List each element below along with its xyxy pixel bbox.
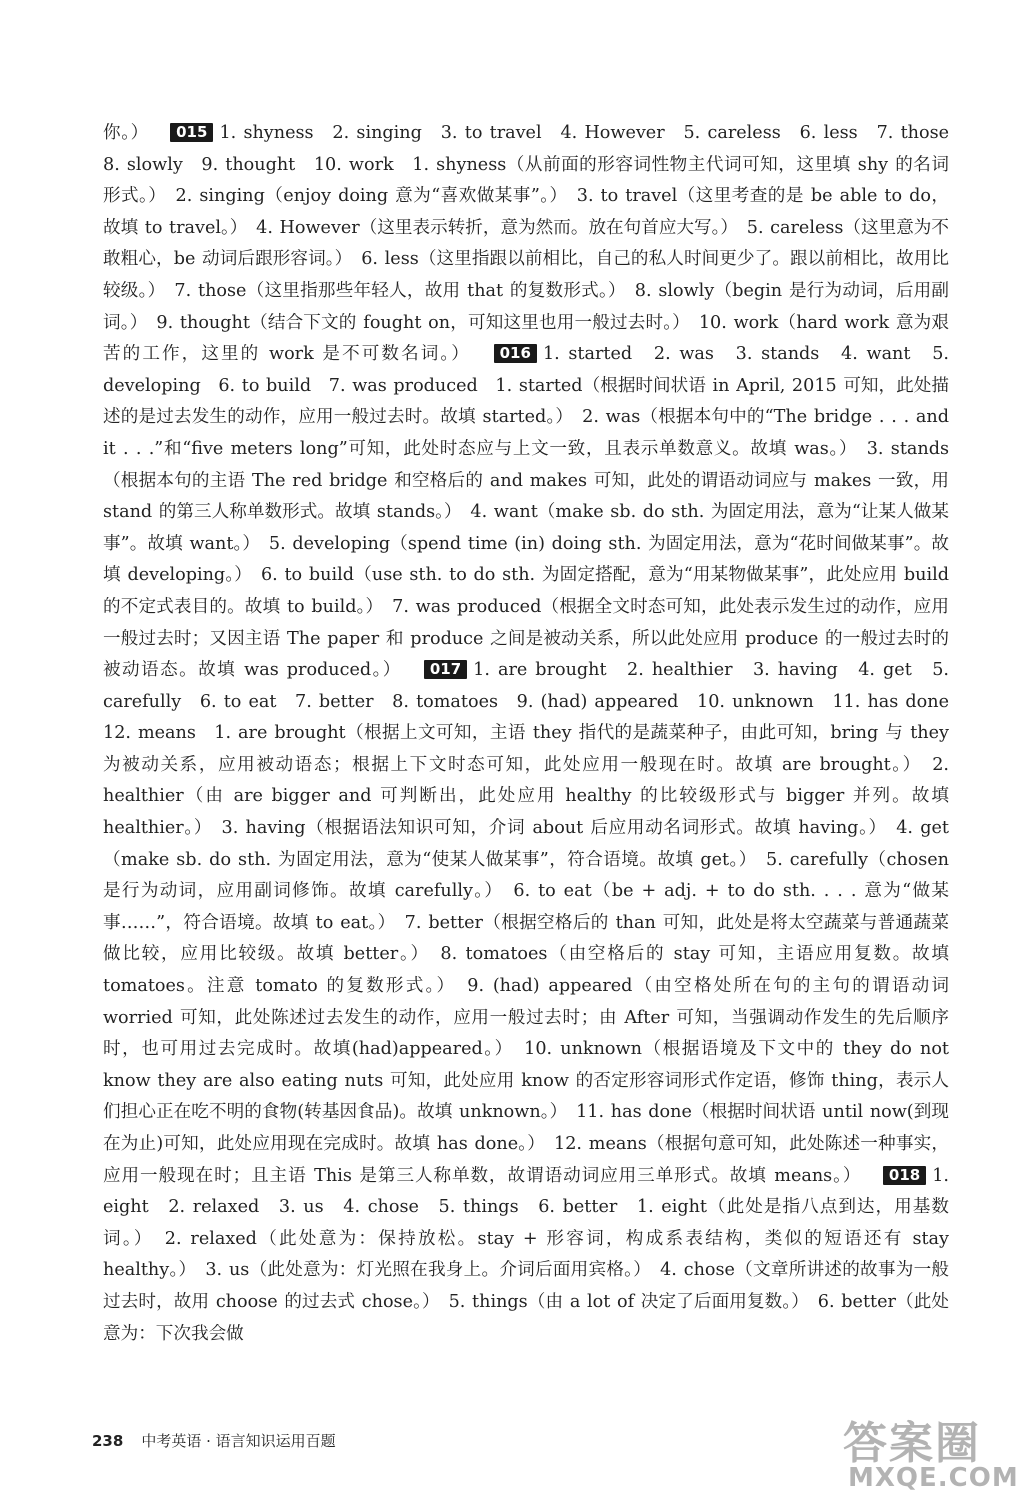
watermark-bottom-text: MXQE.COM: [848, 1463, 1019, 1493]
section-text: 你。）: [103, 123, 149, 143]
answer-section-017: [103, 660, 967, 1186]
answer-text-body: [103, 118, 967, 1350]
section-text: 1. shyness 2. singing 3. to travel 4. However 5. careless 6. less 7. those 8. slowly 9. thought 10. work 1. shyness（从前面的形容词性物主代词可知，这里填 shy 的名词形式。） 2. singing（enjoy doing 意为“喜欢做某事”。） 3. to travel（这里考查的是 be able to do，故填 to travel。） 4. However（这里表示转折，意为然而。放在句首应大写。） 5. careless（这里意为不敢粗心，be 动词后跟形容词。） 6. less（这里指跟以前相比，自己的私人时间更少了。跟以前相比，故用比较级。） 7. those（这里指那些年轻人，故用 that 的复数形式。） 8. slowly（begin 是行为动词，后用副词。） 9. thought（结合下文的 fought on，可知这里也用一般过去时。） 10. work（hard work 意为艰苦的工作，这里的 work 是不可数名词。）: [103, 123, 967, 365]
watermark-top-text: 答案圈: [843, 1418, 981, 1469]
question-number-badge: 018: [883, 1166, 926, 1185]
question-number-badge: 015: [170, 123, 213, 142]
answer-section-015: [103, 123, 967, 364]
section-text: 1. started 2. was 3. stands 4. want 5. developing 6. to build 7. was produced 1. started（根据时间状语 in April, 2015 可知，此处描述的是过去发生的动作，应用一般过去时。故填 started。） 2. was（根据本句中的“The bridge . . . and it . . .”和“five meters long”可知，此处时态应与上文一致，且表示单数意义。故填 was。） 3. stands（根据本句的主语 The red bridge 和空格后的 and makes 可知，此处的谓语动词应与 makes 一致，用 stand 的第三人称单数形式。故填 stands。） 4. want（make sb. do sth. 为固定用法，意为“让某人做某事”。故填 want。） 5. developing（spend time (in) doing sth. 为固定用法，意为“花时间做某事”。故填 developing。） 6. to build（use sth. to do sth. 为固定搭配，意为“用某物做某事”，此处应用 build 的不定式表目的。故填 to build。） 7. was produced（根据全文时态可知，此处表示发生过的动作，应用一般过去时；又因主语 The paper 和 produce 之间是被动关系，所以此处应用 produce 的一般过去时的被动语态。故填 was produced。）: [103, 344, 949, 681]
book-title: 中考英语 · 语言知识运用百题: [141, 1432, 336, 1450]
watermark-logo: [798, 1407, 1019, 1502]
section-text: 1. are brought 2. healthier 3. having 4. get 5. carefully 6. to eat 7. better 8. tomatoes 9. (had) appeared 10. unknown 11. has done 12. means 1. are brought（根据上文可知，主语 they 指代的是蔬菜种子，由此可知，bring 与 they 为被动关系，应用被动语态；根据上下文时态可知，此处应用一般现在时。故填 are brought。） 2. healthier（由 are bigger and 可判断出，此处应用 healthy 的比较级形式与 bigger 并列。故填 healthier。） 3. having（根据语法知识可知，介词 about 后应用动名词形式。故填 having。） 4. get（make sb. do sth. 为固定用法，意为“使某人做某事”，符合语境。故填 get。） 5. carefully（chosen 是行为动词，应用副词修饰。故填 carefully。） 6. to eat（be + adj. + to do sth. . . . 意为“做某事……”，符合语境。故填 to eat。） 7. better（根据空格后的 than 可知，此处是将太空蔬菜与普通蔬菜做比较，应用比较级。故填 better。） 8. tomatoes（由空格后的 stay 可知，主语应用复数。故填 tomatoes。注意 tomato 的复数形式。） 9. (had) appeared（由空格处所在句的主句的谓语动词 worried 可知，此处陈述过去发生的动作，应用一般过去时；由 After 可知，当强调动作发生的先后顺序时，也可用过去完成时。故填(had)appeared。） 10. unknown（根据语境及下文中的 they do not know they are also eating nuts 可知，此处应用 know 的否定形容词形式作定语，修饰 thing，表示人们担心正在吃不明的食物(转基因食品)。故填 unknown。） 11. has done（根据时间状语 until now(到现在为止)可知，此处应用现在完成时。故填 has done。） 12. means（根据句意可知，此处陈述一种事实，应用一般现在时；且主语 This 是第三人称单数，故谓语动词应用三单形式。故填 means。）: [103, 660, 967, 1186]
question-number-badge: 016: [494, 344, 537, 363]
answer-section-016: [103, 344, 949, 680]
answer-section-018: [103, 1166, 949, 1344]
answer-section-intro: [103, 123, 156, 143]
section-text: 1. eight 2. relaxed 3. us 4. chose 5. things 6. better 1. eight（此处是指八点到达，用基数词。） 2. relaxed（此处意为：保持放松。stay + 形容词，构成系表结构，类似的短语还有 stay healthy。） 3. us（此处意为：灯光照在我身上。介词后面用宾格。） 4. chose（文章所讲述的故事为一般过去时，故用 choose 的过去式 chose。） 5. things（由 a lot of 决定了后面用复数。） 6. better（此处意为：下次我会做: [103, 1165, 949, 1344]
page-number: 238: [92, 1432, 124, 1450]
question-number-badge: 017: [424, 660, 467, 679]
page-footer: [92, 1430, 336, 1451]
